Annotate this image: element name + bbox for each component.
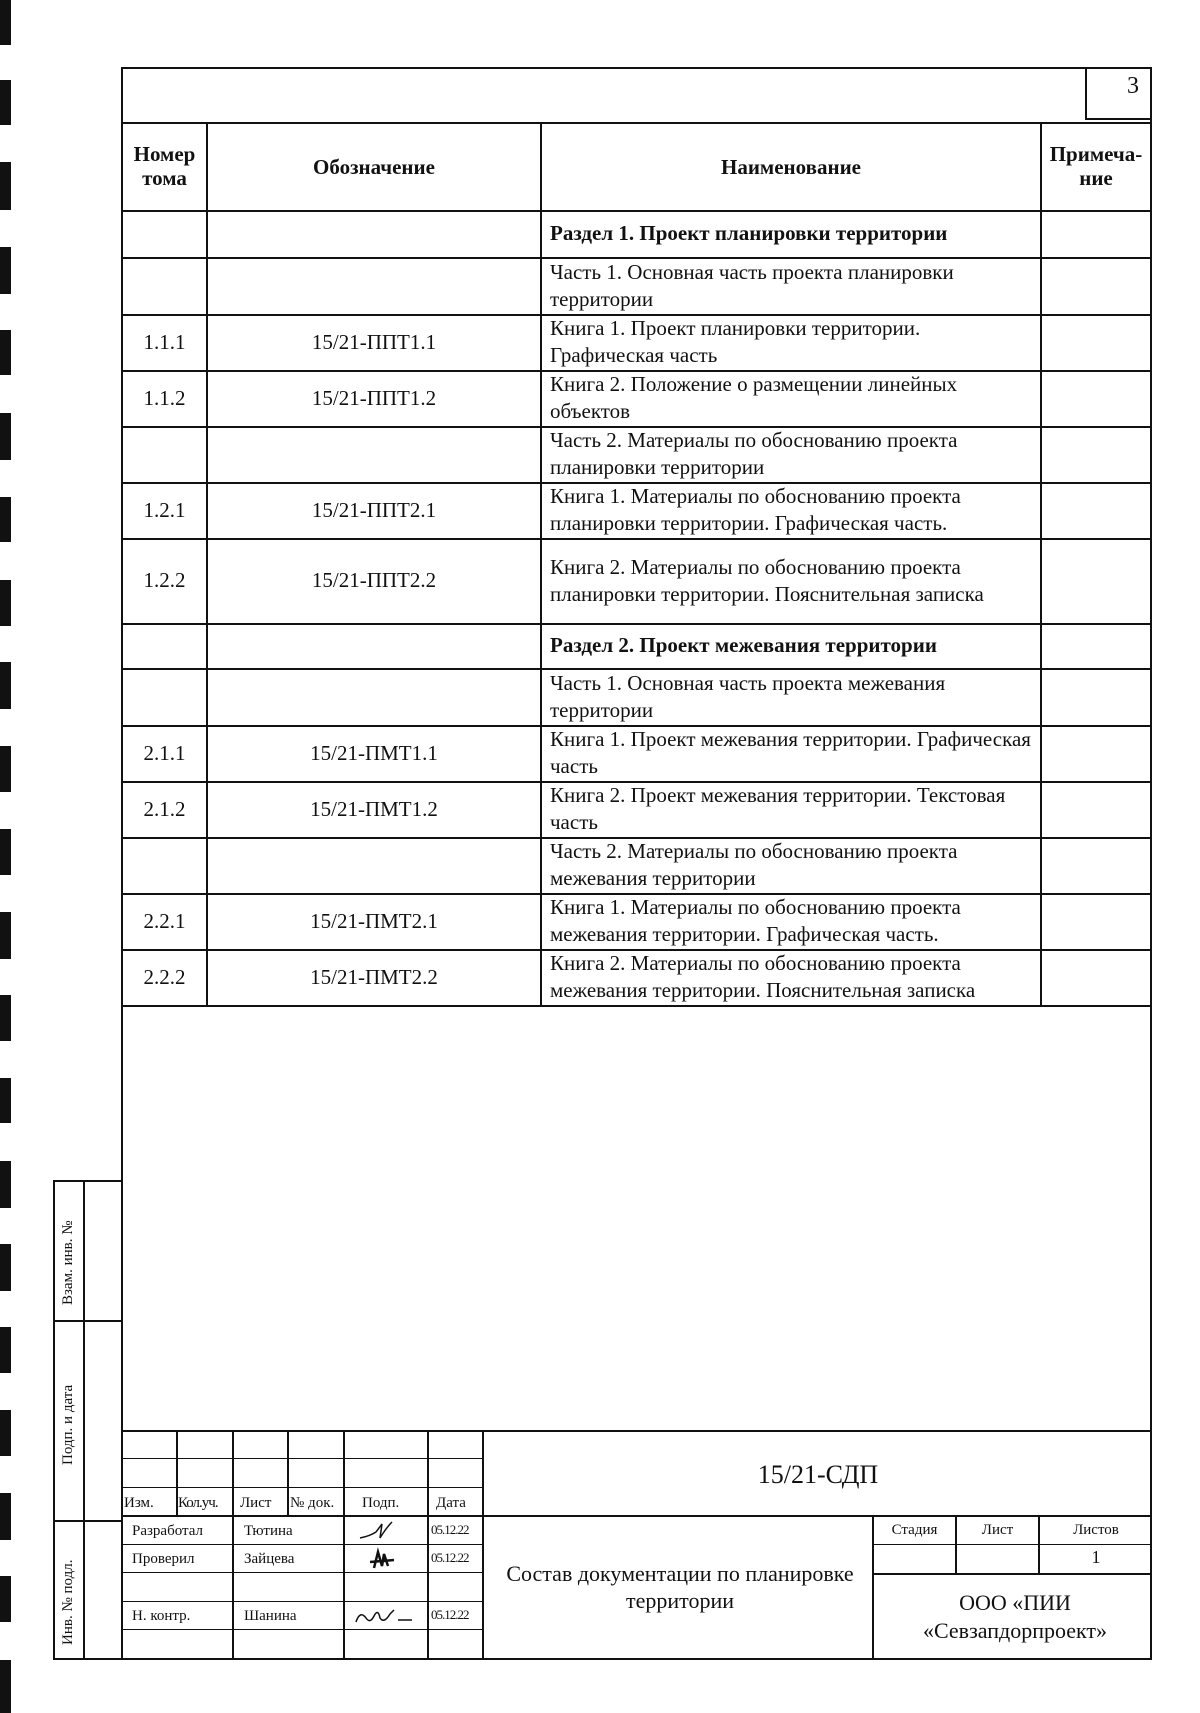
signature-developed xyxy=(350,1518,420,1544)
row-volume: 2.1.1 xyxy=(143,740,186,765)
row-volume: 2.1.2 xyxy=(143,796,186,821)
row-designation xyxy=(208,837,540,893)
header-designation: Обозначение xyxy=(313,155,435,179)
row-name: Книга 1. Проект планировки территории. Графическая часть xyxy=(550,316,921,367)
row-designation: 15/21-ПМТ2.2 xyxy=(310,964,438,989)
header-volume: Номер тома xyxy=(133,142,196,191)
row-volume: 2.2.2 xyxy=(143,964,186,989)
header-note: Примеча-ние xyxy=(1049,142,1143,191)
value-sheets: 1 xyxy=(1091,1547,1101,1567)
row-volume xyxy=(123,426,206,482)
row-designation xyxy=(208,623,540,668)
stamp-sign-date: Подп. и дата xyxy=(60,1384,76,1465)
row-name: Часть 1. Основная часть проекта планировки территории xyxy=(550,259,954,311)
row-name: Часть 1. Основная часть проекта межевания территории xyxy=(550,670,946,722)
col-izm: Изм. xyxy=(124,1495,154,1511)
row-name: Книга 1. Материалы по обоснованию проекта планировки территории. Графическая часть. xyxy=(550,484,961,535)
doc-code: 15/21-СДП xyxy=(757,1460,879,1489)
row-volume xyxy=(123,623,206,668)
sheet-number xyxy=(1085,67,1151,120)
row-designation: 15/21-ПМТ2.1 xyxy=(310,908,438,933)
row-volume xyxy=(123,668,206,725)
date-checked: 05.12.22 xyxy=(431,1550,469,1565)
row-designation: 15/21-ПМТ1.1 xyxy=(310,740,438,765)
stamp-inv-original: Инв. № подл. xyxy=(60,1559,76,1645)
row-name: Книга 1. Материалы по обоснованию проекта межевания территории. Графическая часть. xyxy=(550,895,961,946)
row-designation xyxy=(208,426,540,482)
row-name: Книга 2. Материалы по обоснованию проекта планировки территории. Пояснительная записка xyxy=(550,554,984,606)
row-name: Книга 2. Проект межевания территории. Текстовая часть xyxy=(550,783,1006,834)
row-volume: 1.1.1 xyxy=(143,329,186,354)
col-kol: Кол.уч. xyxy=(178,1495,218,1511)
row-designation xyxy=(208,668,540,725)
label-sheets: Листов xyxy=(1073,1522,1119,1538)
date-developed: 05.12.22 xyxy=(431,1522,469,1537)
row-designation xyxy=(208,210,540,257)
stamp-replace-inv: Взам. инв. № xyxy=(60,1220,76,1305)
role-checked: Проверил xyxy=(132,1551,195,1567)
row-volume xyxy=(123,210,206,257)
col-ndoc: № док. xyxy=(290,1495,335,1511)
col-podp: Подп. xyxy=(362,1495,400,1511)
row-designation: 15/21-ПМТ1.2 xyxy=(310,796,438,821)
row-volume: 1.2.2 xyxy=(143,568,186,592)
row-volume xyxy=(123,257,206,314)
header-name: Наименование xyxy=(721,155,861,179)
row-name: Раздел 2. Проект межевания территории xyxy=(550,633,937,657)
signature-checked xyxy=(350,1546,420,1572)
name-developed: Тютина xyxy=(244,1523,293,1539)
name-checked: Зайцева xyxy=(244,1551,295,1567)
row-name: Книга 2. Положение о размещении линейных объектов xyxy=(550,372,958,423)
label-sheet: Лист xyxy=(981,1522,1014,1538)
role-developed: Разработал xyxy=(132,1523,204,1539)
sheet-number-value: 3 xyxy=(1127,73,1139,99)
row-name: Раздел 1. Проект планировки территории xyxy=(550,221,948,245)
label-stage: Стадия xyxy=(891,1522,938,1538)
organization: ООО «ПИИ «Севзапдорпроект» xyxy=(922,1590,1108,1643)
row-volume: 1.1.2 xyxy=(143,385,186,410)
row-designation: 15/21-ППТ1.2 xyxy=(311,385,437,410)
row-volume: 1.2.1 xyxy=(143,497,186,522)
row-designation: 15/21-ППТ1.1 xyxy=(311,329,437,354)
role-normcontrol: Н. контр. xyxy=(132,1608,191,1624)
row-designation: 15/21-ППТ2.2 xyxy=(311,568,437,592)
row-volume xyxy=(123,837,206,893)
row-name: Часть 2. Материалы по обоснованию проекта планировки территории xyxy=(550,428,958,479)
col-list: Лист xyxy=(240,1495,272,1511)
row-name: Книга 1. Проект межевания территории. Графическая часть xyxy=(550,727,1031,778)
document-title: Состав документации по планировке территории xyxy=(506,1561,854,1613)
row-designation xyxy=(208,257,540,314)
row-designation: 15/21-ППТ2.1 xyxy=(311,497,437,522)
date-normcontrol: 05.12.22 xyxy=(431,1607,469,1622)
name-normcontrol: Шанина xyxy=(244,1608,297,1624)
col-date: Дата xyxy=(436,1495,466,1511)
row-volume: 2.2.1 xyxy=(143,908,186,933)
row-name: Книга 2. Материалы по обоснованию проекта межевания территории. Пояснительная записка xyxy=(550,951,976,1002)
signature-normcontrol xyxy=(350,1602,425,1628)
row-name: Часть 2. Материалы по обоснованию проекта межевания территории xyxy=(550,839,958,890)
